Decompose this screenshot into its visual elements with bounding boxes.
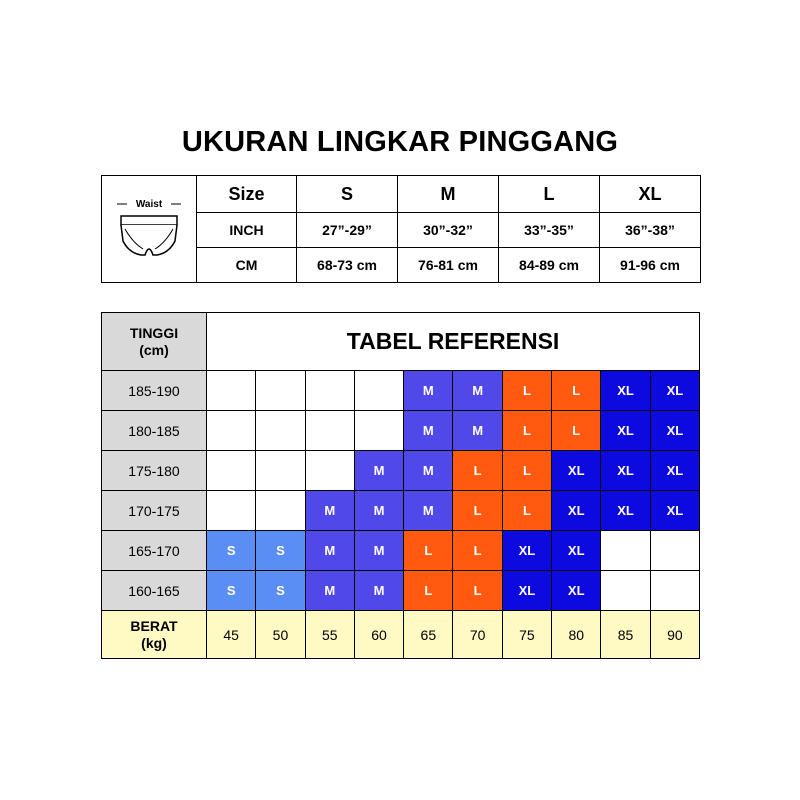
size-cell-xl: XL bbox=[552, 451, 601, 491]
inch-l-value: 33”-35” bbox=[499, 213, 600, 248]
size-cell-xl: XL bbox=[601, 451, 650, 491]
empty-cell bbox=[207, 451, 256, 491]
height-range-label: 180-185 bbox=[102, 411, 207, 451]
size-cell-l: L bbox=[502, 491, 551, 531]
height-column-header bbox=[102, 313, 207, 371]
reference-row bbox=[102, 531, 700, 571]
weight-value: 50 bbox=[256, 611, 305, 659]
size-m-header: M bbox=[398, 176, 499, 213]
size-cell-xl: XL bbox=[552, 491, 601, 531]
size-cell-m: M bbox=[453, 371, 502, 411]
size-cell-m: M bbox=[305, 571, 354, 611]
size-cell-xl: XL bbox=[552, 531, 601, 571]
empty-cell bbox=[207, 491, 256, 531]
size-cell-xl: XL bbox=[650, 411, 699, 451]
size-cell-l: L bbox=[404, 531, 453, 571]
size-l-header: L bbox=[499, 176, 600, 213]
inch-label: INCH bbox=[197, 213, 297, 248]
empty-cell bbox=[601, 571, 650, 611]
size-cell-m: M bbox=[453, 411, 502, 451]
size-cell-xl: XL bbox=[552, 571, 601, 611]
weight-header-line1: BERAT bbox=[130, 617, 178, 634]
size-cell-xl: XL bbox=[601, 491, 650, 531]
empty-cell bbox=[601, 531, 650, 571]
weight-value: 80 bbox=[552, 611, 601, 659]
size-cell-l: L bbox=[502, 371, 551, 411]
waist-label: Waist bbox=[135, 199, 163, 210]
size-cell-l: L bbox=[453, 491, 502, 531]
size-cell-xl: XL bbox=[502, 531, 551, 571]
page-title: UKURAN LINGKAR PINGGANG bbox=[181, 126, 619, 158]
size-cell-s: S bbox=[256, 571, 305, 611]
reference-body bbox=[102, 371, 700, 611]
weight-value: 55 bbox=[305, 611, 354, 659]
empty-cell bbox=[305, 451, 354, 491]
reference-row bbox=[102, 571, 700, 611]
weight-header-line2: (kg) bbox=[141, 634, 167, 651]
size-cell-m: M bbox=[404, 411, 453, 451]
size-cell-l: L bbox=[453, 571, 502, 611]
waist-illustration-cell bbox=[102, 176, 197, 283]
size-cell-l: L bbox=[552, 371, 601, 411]
size-cell-xl: XL bbox=[601, 411, 650, 451]
size-cell-s: S bbox=[207, 571, 256, 611]
reference-row bbox=[102, 411, 700, 451]
size-cell-xl: XL bbox=[650, 491, 699, 531]
size-cell-m: M bbox=[305, 531, 354, 571]
weight-value: 70 bbox=[453, 611, 502, 659]
empty-cell bbox=[650, 531, 699, 571]
size-cell-m: M bbox=[404, 371, 453, 411]
size-header: Size bbox=[197, 176, 297, 213]
empty-cell bbox=[650, 571, 699, 611]
size-s-header: S bbox=[297, 176, 398, 213]
size-cell-m: M bbox=[404, 451, 453, 491]
size-cell-m: M bbox=[305, 491, 354, 531]
size-cell-l: L bbox=[404, 571, 453, 611]
height-range-label: 170-175 bbox=[102, 491, 207, 531]
reference-row bbox=[102, 451, 700, 491]
empty-cell bbox=[256, 491, 305, 531]
height-header-line1: TINGGI bbox=[129, 324, 179, 341]
size-cell-m: M bbox=[354, 491, 403, 531]
empty-cell bbox=[305, 411, 354, 451]
weight-row-header bbox=[102, 611, 207, 659]
empty-cell bbox=[305, 371, 354, 411]
weight-value: 65 bbox=[404, 611, 453, 659]
height-range-label: 175-180 bbox=[102, 451, 207, 491]
height-range-label: 185-190 bbox=[102, 371, 207, 411]
size-cell-xl: XL bbox=[502, 571, 551, 611]
empty-cell bbox=[256, 411, 305, 451]
empty-cell bbox=[354, 411, 403, 451]
reference-table bbox=[101, 312, 700, 659]
size-cell-l: L bbox=[453, 531, 502, 571]
empty-cell bbox=[256, 371, 305, 411]
height-header-line2: (cm) bbox=[139, 341, 169, 358]
cm-s-value: 68-73 cm bbox=[297, 248, 398, 283]
height-range-label: 165-170 bbox=[102, 531, 207, 571]
size-cell-l: L bbox=[502, 411, 551, 451]
size-cell-m: M bbox=[354, 531, 403, 571]
cm-m-value: 76-81 cm bbox=[398, 248, 499, 283]
size-cell-xl: XL bbox=[650, 371, 699, 411]
size-cell-l: L bbox=[502, 451, 551, 491]
inch-s-value: 27”-29” bbox=[297, 213, 398, 248]
cm-xl-value: 91-96 cm bbox=[600, 248, 701, 283]
reference-row bbox=[102, 371, 700, 411]
weight-value: 90 bbox=[650, 611, 699, 659]
reference-title: TABEL REFERENSI bbox=[207, 313, 700, 371]
size-cell-m: M bbox=[354, 451, 403, 491]
weight-value: 75 bbox=[502, 611, 551, 659]
size-cell-m: M bbox=[354, 571, 403, 611]
empty-cell bbox=[207, 371, 256, 411]
size-xl-header: XL bbox=[600, 176, 701, 213]
size-cell-xl: XL bbox=[601, 371, 650, 411]
size-cell-l: L bbox=[552, 411, 601, 451]
size-cell-s: S bbox=[256, 531, 305, 571]
size-cell-m: M bbox=[404, 491, 453, 531]
size-cell-xl: XL bbox=[650, 451, 699, 491]
reference-row bbox=[102, 491, 700, 531]
weight-value: 45 bbox=[207, 611, 256, 659]
size-cell-s: S bbox=[207, 531, 256, 571]
inch-xl-value: 36”-38” bbox=[600, 213, 701, 248]
inch-m-value: 30”-32” bbox=[398, 213, 499, 248]
cm-l-value: 84-89 cm bbox=[499, 248, 600, 283]
waist-size-table bbox=[101, 175, 701, 283]
briefs-waist-icon bbox=[111, 193, 187, 265]
empty-cell bbox=[354, 371, 403, 411]
cm-label: CM bbox=[197, 248, 297, 283]
weight-value: 60 bbox=[354, 611, 403, 659]
weight-value: 85 bbox=[601, 611, 650, 659]
empty-cell bbox=[256, 451, 305, 491]
size-cell-l: L bbox=[453, 451, 502, 491]
height-range-label: 160-165 bbox=[102, 571, 207, 611]
empty-cell bbox=[207, 411, 256, 451]
